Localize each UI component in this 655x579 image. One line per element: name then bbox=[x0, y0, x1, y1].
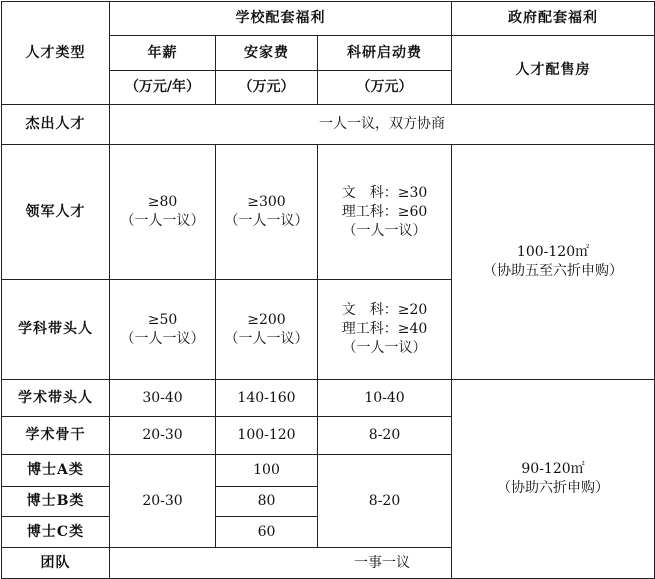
row-outstanding-type: 杰出人才 bbox=[2, 105, 110, 145]
row-academic-leader-settle: 140-160 bbox=[216, 380, 318, 417]
row-academic-leader-research: 10-40 bbox=[318, 380, 452, 417]
doctor-shared-research: 8-20 bbox=[318, 455, 452, 548]
row-doctor-c-type: 博士C类 bbox=[2, 517, 110, 548]
leading-research-sci: 理工科：≥60 bbox=[341, 203, 428, 220]
row-academic-backbone-type: 学术骨干 bbox=[2, 417, 110, 455]
row-outstanding-merged: 一人一议，双方协商 bbox=[110, 105, 655, 145]
row-discipline-leader-research bbox=[318, 280, 452, 380]
leading-salary-note: （一人一议） bbox=[120, 213, 205, 229]
housing-lower-note: （协助六折申购） bbox=[497, 480, 610, 496]
row-doctor-b-type: 博士B类 bbox=[2, 487, 110, 517]
unit-research: （万元） bbox=[318, 71, 452, 105]
unit-salary: （万元/年） bbox=[110, 71, 216, 105]
row-team-type: 团队 bbox=[2, 548, 110, 579]
header-research-fee: 科研启动费 bbox=[318, 36, 452, 71]
discipline-salary-note: （一人一议） bbox=[120, 330, 205, 347]
discipline-research-sci: 理工科：≥40 bbox=[341, 321, 428, 337]
row-academic-backbone-research: 8-20 bbox=[318, 417, 452, 455]
row-discipline-leader-salary bbox=[110, 280, 216, 380]
row-discipline-leader-type: 学科带头人 bbox=[2, 280, 110, 380]
row-leading-settle bbox=[216, 145, 318, 280]
header-school-welfare: 学校配套福利 bbox=[110, 2, 452, 36]
discipline-settle-value: ≥200 bbox=[247, 311, 286, 328]
header-housing: 人才配售房 bbox=[452, 36, 655, 105]
housing-upper bbox=[452, 145, 655, 380]
housing-upper-note: （协助五至六折申购） bbox=[483, 263, 624, 279]
discipline-research-arts: 文 科：≥20 bbox=[341, 302, 428, 318]
header-talent-type: 人才类型 bbox=[2, 2, 110, 105]
row-team-merged: 一事一议 bbox=[110, 548, 655, 579]
row-discipline-leader-settle bbox=[216, 280, 318, 380]
leading-research-arts: 文 科：≥30 bbox=[341, 184, 428, 201]
leading-research-note: （一人一议） bbox=[342, 222, 427, 239]
row-academic-leader-type: 学术带头人 bbox=[2, 380, 110, 417]
row-leading-research bbox=[318, 145, 452, 280]
row-doctor-b-settle: 80 bbox=[216, 487, 318, 517]
row-academic-leader-salary: 30-40 bbox=[110, 380, 216, 417]
talent-welfare-table bbox=[1, 1, 655, 579]
header-gov-welfare: 政府配套福利 bbox=[452, 2, 655, 36]
row-leading-salary bbox=[110, 145, 216, 280]
housing-lower-range: 90-120㎡ bbox=[521, 461, 585, 477]
leading-settle-value: ≥300 bbox=[247, 194, 286, 210]
row-leading-type: 领军人才 bbox=[2, 145, 110, 280]
row-academic-backbone-settle: 100-120 bbox=[216, 417, 318, 455]
header-settle-fee: 安家费 bbox=[216, 36, 318, 71]
header-annual-salary: 年薪 bbox=[110, 36, 216, 71]
row-doctor-a-settle: 100 bbox=[216, 455, 318, 487]
discipline-research-note: （一人一议） bbox=[342, 340, 427, 356]
leading-salary-value: ≥80 bbox=[147, 194, 178, 210]
discipline-settle-note: （一人一议） bbox=[224, 330, 309, 347]
housing-upper-range: 100-120㎡ bbox=[516, 244, 590, 260]
unit-settle: （万元） bbox=[216, 71, 318, 105]
discipline-salary-value: ≥50 bbox=[147, 311, 178, 328]
row-doctor-c-settle: 60 bbox=[216, 517, 318, 548]
leading-settle-note: （一人一议） bbox=[224, 213, 309, 229]
doctor-shared-salary: 20-30 bbox=[110, 455, 216, 548]
row-academic-backbone-salary: 20-30 bbox=[110, 417, 216, 455]
row-doctor-a-type: 博士A类 bbox=[2, 455, 110, 487]
